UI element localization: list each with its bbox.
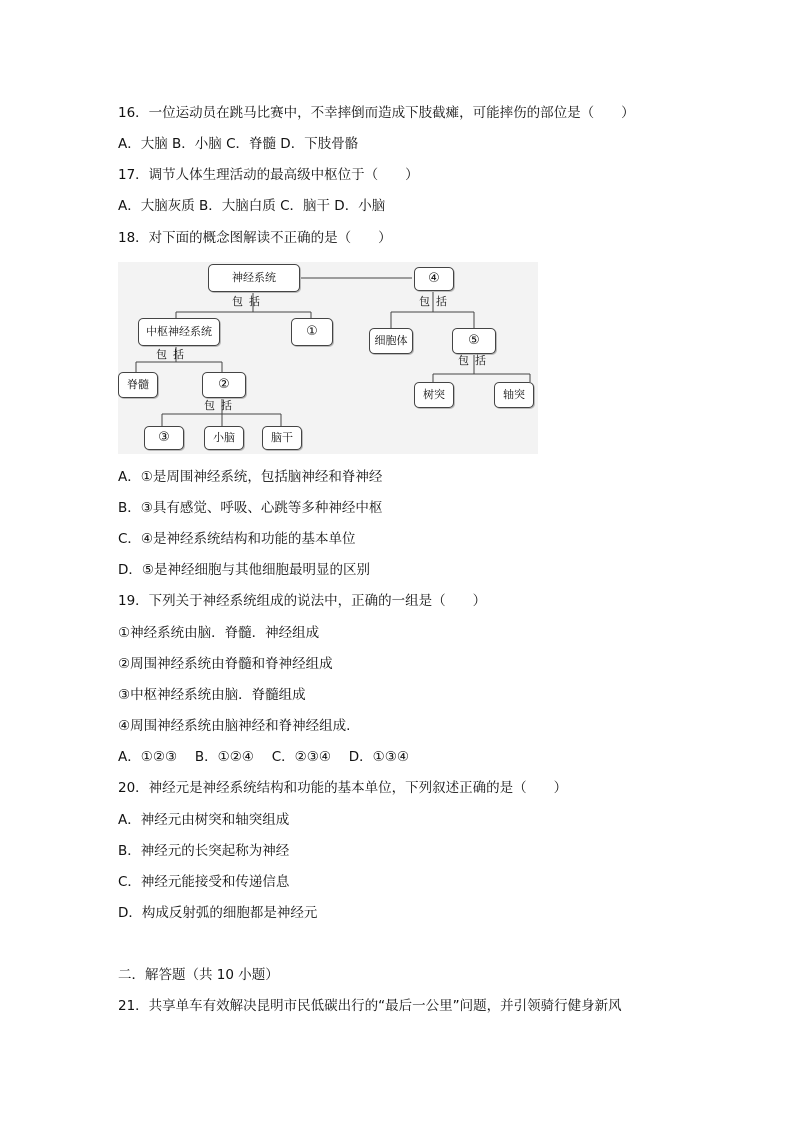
q17-options: A．大脑灰质 B．大脑白质 C．脑干 D．小脑: [118, 198, 386, 214]
q20-option-c: C．神经元能接受和传递信息: [118, 874, 290, 890]
node-cell-body: 细胞体: [369, 328, 413, 354]
q19-stem: 19．下列关于神经系统组成的说法中，正确的一组是（ ）: [118, 593, 487, 609]
q17-stem: 17．调节人体生理活动的最高级中枢位于（ ）: [118, 167, 419, 183]
include-label: 包括: [156, 348, 190, 361]
q20-option-a: A．神经元由树突和轴突组成: [118, 812, 290, 828]
include-label: 包括: [419, 295, 453, 308]
include-label: 包括: [232, 295, 266, 308]
q16-options: A．大脑 B．小脑 C．脊髓 D．下肢骨骼: [118, 136, 359, 152]
node-cerebellum: 小脑: [204, 426, 244, 450]
q18-option-a: A．①是周围神经系统，包括脑神经和脊神经: [118, 469, 383, 485]
node-2: ②: [202, 372, 246, 398]
include-label: 包括: [458, 354, 492, 367]
node-1: ①: [291, 318, 333, 346]
include-label: 包括: [204, 399, 238, 412]
node-brainstem: 脑干: [262, 426, 302, 450]
node-spinal-cord: 脊髓: [118, 372, 158, 398]
node-3: ③: [144, 426, 184, 450]
q18-option-d: D．⑤是神经细胞与其他细胞最明显的区别: [118, 562, 370, 578]
section-heading: 二．解答题（共 10 小题）: [118, 967, 279, 983]
q21-stem: 21．共享单车有效解决昆明市民低碳出行的“最后一公里”问题，并引领骑行健身新风: [118, 998, 622, 1014]
q19-statement-4: ④周围神经系统由脑神经和脊神经组成.: [118, 718, 351, 734]
q20-stem: 20．神经元是神经系统结构和功能的基本单位，下列叙述正确的是（ ）: [118, 780, 568, 796]
q19-statement-2: ②周围神经系统由脊髓和脊神经组成: [118, 656, 333, 672]
node-cns: 中枢神经系统: [138, 318, 220, 346]
node-dendrite: 树突: [414, 382, 454, 408]
q18-option-b: B．③具有感觉、呼吸、心跳等多种神经中枢: [118, 500, 383, 516]
node-4: ④: [414, 267, 454, 291]
q19-options: A．①②③ B．①②④ C．②③④ D．①③④: [118, 749, 409, 765]
q20-option-b: B．神经元的长突起称为神经: [118, 843, 290, 859]
q19-statement-1: ①神经系统由脑．脊髓．神经组成: [118, 625, 320, 641]
q18-stem: 18．对下面的概念图解读不正确的是（ ）: [118, 230, 392, 246]
q20-option-d: D．构成反射弧的细胞都是神经元: [118, 905, 318, 921]
q19-statement-3: ③中枢神经系统由脑．脊髓组成: [118, 687, 306, 703]
concept-map-diagram: [118, 262, 538, 454]
q18-option-c: C．④是神经系统结构和功能的基本单位: [118, 531, 356, 547]
node-5: ⑤: [452, 328, 496, 354]
q16-stem: 16．一位运动员在跳马比赛中，不幸摔倒而造成下肢截瘫，可能摔伤的部位是（ ）: [118, 105, 635, 121]
node-axon: 轴突: [494, 382, 534, 408]
node-nervous-system: 神经系统: [208, 264, 300, 292]
